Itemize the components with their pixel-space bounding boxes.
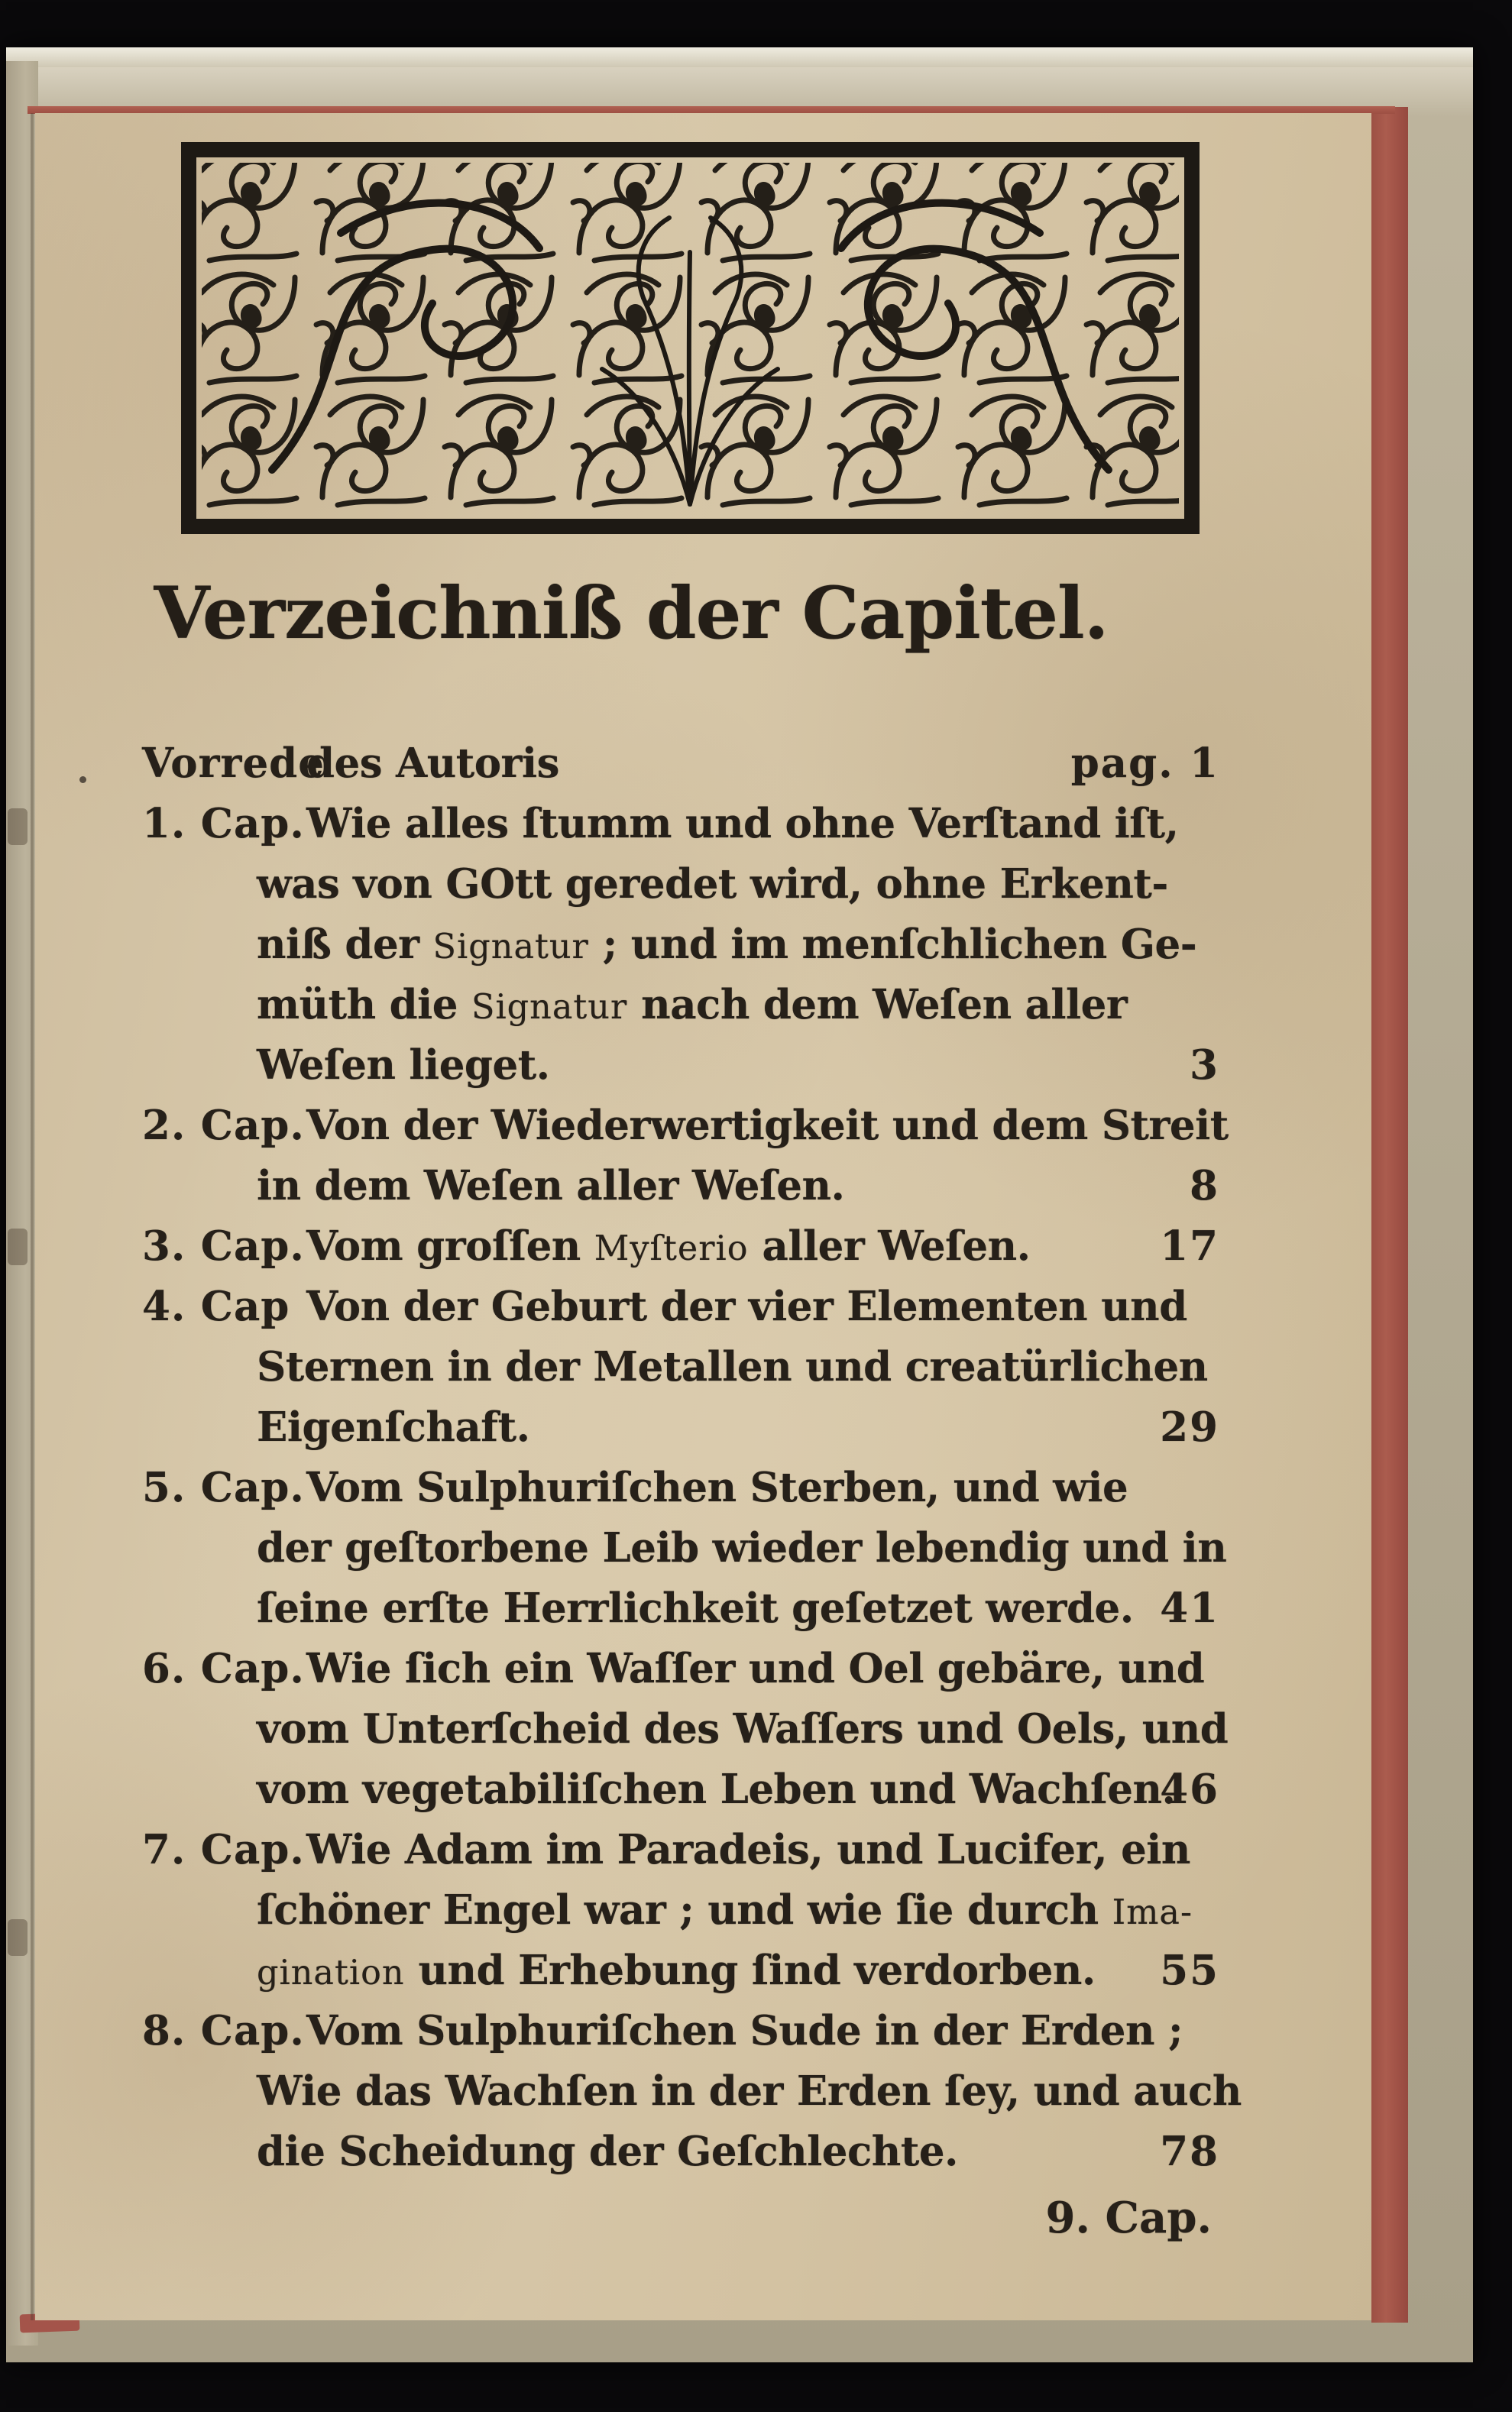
chapter-label: 8. Cap. — [142, 2007, 305, 2054]
toc-line — [35, 1102, 1229, 1162]
entry-text: Von der Wiederwertigkeit und dem Streit — [306, 1102, 1229, 1149]
entry-text: was von GOtt geredet wird, ohne Erkent- — [257, 860, 1168, 908]
entry-text: die Scheidung der Geſchlechte. — [257, 2128, 958, 2175]
spine-stitch — [8, 1919, 28, 1956]
entry-text: in dem Weſen aller Weſen. — [257, 1162, 845, 1209]
toc-line — [35, 1343, 1219, 1403]
acanthus-ornament-graphic — [180, 141, 1200, 535]
entry-text: Vom Sulphuriſchen Sude in der Erden ; — [306, 2007, 1183, 2054]
toc-line — [35, 1886, 1219, 1947]
page-number: 3 — [1190, 1041, 1219, 1089]
entry-text: vom vegetabiliſchen Leben und Wachſen. — [257, 1766, 1176, 1813]
toc-line — [35, 1645, 1219, 1705]
toc-line — [35, 860, 1219, 921]
chapter-label: 1. Cap. — [142, 800, 305, 847]
spine-stitch — [8, 808, 28, 845]
toc-line — [35, 1766, 1219, 1826]
catchword: 9. Cap. — [1045, 2193, 1212, 2243]
chapter-label: 7. Cap. — [142, 1826, 305, 1873]
chapter-label: 6. Cap. — [142, 1645, 305, 1692]
toc-line — [35, 2067, 1242, 2128]
toc-line — [35, 1464, 1219, 1524]
entry-text: des Autoris — [306, 740, 559, 787]
toc-line — [35, 1947, 1219, 2007]
entry-text: vom Unterſcheid des Waſſers und Oels, und — [257, 1705, 1229, 1753]
entry-text: Wie ſich ein Waſſer und Oel gebäre, und — [306, 1645, 1205, 1692]
page-number: 78 — [1160, 2128, 1219, 2175]
toc-line — [35, 1705, 1229, 1766]
toc-line — [35, 1524, 1227, 1585]
page-number: 29 — [1160, 1403, 1219, 1451]
page-number: pag. 1 — [1070, 740, 1219, 787]
woodcut-headpiece-ornament — [180, 141, 1200, 535]
toc-line — [35, 1283, 1219, 1343]
book-page — [35, 113, 1371, 2320]
chapter-label: 2. Cap. — [142, 1102, 305, 1149]
chapter-label: 3. Cap. — [142, 1222, 305, 1270]
chapter-label: 5. Cap. — [142, 1464, 305, 1511]
entry-text: Eigenſchaft. — [257, 1403, 530, 1451]
entry-text: niß der Signatur ; und im menſchlichen Ge- — [257, 921, 1197, 968]
toc-line — [35, 1403, 1219, 1464]
toc-line — [35, 1162, 1219, 1222]
gutter-shadow — [31, 113, 34, 2320]
entry-text: Wie das Wachſen in der Erden ſey, und auch — [257, 2067, 1242, 2115]
toc-line — [35, 740, 1219, 800]
toc-line — [35, 1585, 1219, 1645]
chapter-label: 4. Cap — [142, 1283, 290, 1330]
page-number: 8 — [1190, 1162, 1219, 1209]
toc-line — [35, 1222, 1219, 1283]
spine-stitch — [8, 1229, 28, 1265]
page-number: 55 — [1160, 1947, 1219, 1994]
entry-text: Wie Adam im Paradeis, und Lucifer, ein — [306, 1826, 1190, 1873]
chapter-label: Vorrede — [142, 740, 325, 787]
page-number: 46 — [1160, 1766, 1219, 1813]
entry-text: der geſtorbene Leib wieder lebendig und in — [257, 1524, 1227, 1572]
entry-text: Vom groſſen Myſterio aller Weſen. — [306, 1222, 1031, 1270]
toc-line — [35, 981, 1219, 1041]
toc-line — [35, 2007, 1219, 2067]
red-fore-edge — [1371, 107, 1408, 2323]
entry-text: Sternen in der Metallen und creatürlichen — [257, 1343, 1208, 1391]
entry-text: müth die Signatur nach dem Weſen aller — [257, 981, 1128, 1028]
entry-text: Wie alles ſtumm und ohne Verſtand iſt, — [306, 800, 1179, 847]
toc-line — [35, 1826, 1219, 1886]
toc-lines — [35, 740, 1242, 2188]
entry-text: gination und Erhebung ſind verdorben. — [257, 1947, 1096, 1994]
page-number: 17 — [1160, 1222, 1219, 1270]
toc-line — [35, 1041, 1219, 1102]
toc — [35, 740, 1242, 2253]
toc-line — [35, 2128, 1219, 2188]
entry-text: Vom Sulphuriſchen Sterben, und wie — [306, 1464, 1128, 1511]
toc-line — [35, 800, 1219, 860]
entry-text: Von der Geburt der vier Elementen und — [306, 1283, 1187, 1330]
entry-text: ſchöner Engel war ; und wie ſie durch Ima- — [257, 1886, 1193, 1934]
entry-text: ſeine erſte Herrlichkeit geſetzet werde. — [257, 1585, 1134, 1632]
cover-top-edge — [6, 47, 1473, 67]
toc-line — [35, 921, 1219, 981]
entry-text: Weſen lieget. — [257, 1041, 550, 1089]
page-title: Verzeichniß der Capitel. — [154, 571, 1109, 656]
page-number: 41 — [1160, 1585, 1219, 1632]
